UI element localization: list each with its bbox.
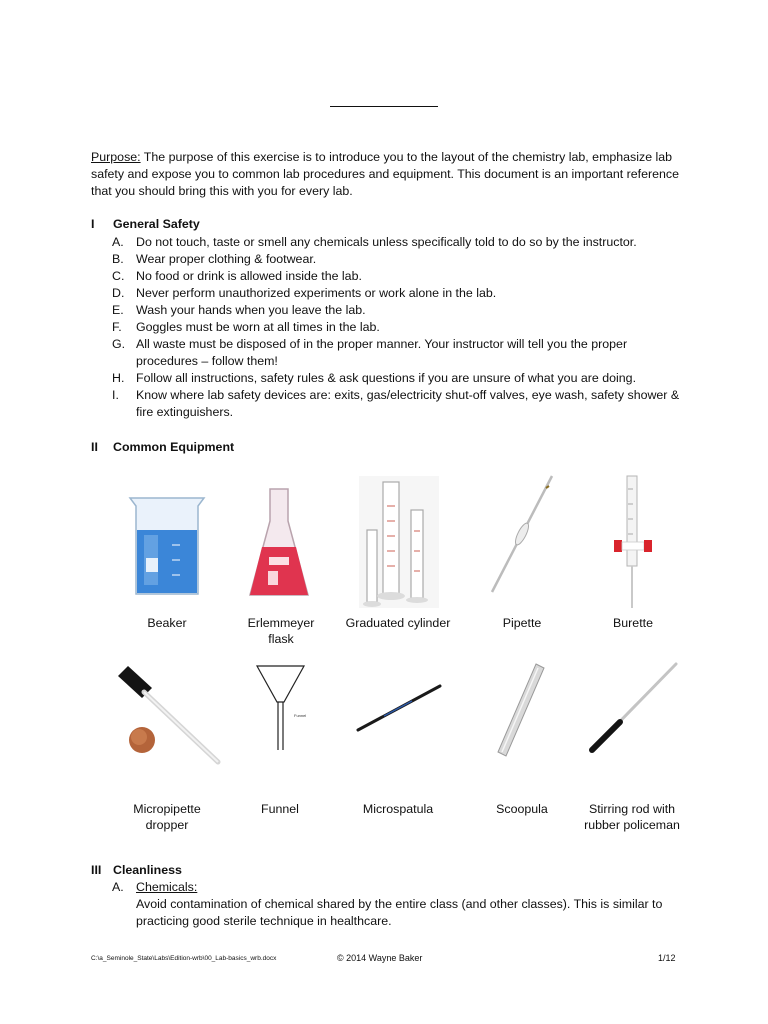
footer-page-number: 1/12 [658, 953, 676, 963]
section-title: Cleanliness [113, 863, 182, 877]
footer-file-path: C:\a_Seminole_State\Labs\Edition-wrb\00_Lab-basics_wrb.docx [91, 955, 277, 962]
section-number: III [91, 863, 102, 877]
burette-image [612, 474, 656, 610]
section-common-equipment-heading [91, 440, 234, 454]
list-item: G. All waste must be disposed of in the proper manner. Your instructor will tell you the proper procedures – follow them! [112, 337, 628, 368]
scoopula-image [494, 662, 550, 760]
list-item: I. Know where lab safety devices are: exits, gas/electricity shut-off valves, eye wash, safety shower & fire extinguishers. [112, 388, 680, 419]
graduated-cylinder-image [359, 476, 439, 608]
purpose-paragraph [91, 149, 681, 200]
section-general-safety-heading [91, 217, 200, 231]
subsection-chemicals-label: Chemicals: [136, 880, 198, 894]
list-item: C. No food or drink is allowed inside the lab. [112, 269, 362, 283]
funnel-image [254, 662, 324, 754]
list-item: H. Follow all instructions, safety rules & ask questions if you are unsure of what you are doing. [112, 371, 637, 385]
microspatula-label: Microspatula [362, 802, 434, 816]
section-title: General Safety [113, 217, 200, 231]
beaker-label: Beaker [147, 616, 187, 630]
graduated-cylinder-label: Graduated cylinder [345, 616, 451, 630]
list-item: F. Goggles must be worn at all times in the lab. [112, 320, 380, 334]
purpose-text: The purpose of this exercise is to introduce you to the layout of the chemistry lab, emphasize lab safety and expose you to common lab procedures and equipment. This document is an important reference that you should bring this with you for every lab. [91, 150, 679, 198]
list-item: B. Wear proper clothing & footwear. [112, 252, 317, 266]
micropipette-dropper-label: Micropipette dropper [133, 802, 201, 832]
funnel-label: Funnel [261, 802, 299, 816]
list-item: D. Never perform unauthorized experiments or work alone in the lab. [112, 286, 497, 300]
list-item: E. Wash your hands when you leave the lab. [112, 303, 366, 317]
section-number: I [91, 217, 95, 231]
list-item: A. Do not touch, taste or smell any chemicals unless specifically told to do so by the instructor. [112, 235, 637, 249]
scoopula-label: Scoopula [496, 802, 548, 816]
erlenmeyer-flask-image [248, 487, 310, 601]
burette-label: Burette [613, 616, 653, 630]
general-safety-list [112, 234, 682, 421]
footer-copyright: © 2014 Wayne Baker [337, 953, 423, 963]
pipette-label: Pipette [502, 616, 542, 630]
section-number: II [91, 440, 98, 454]
pipette-image [488, 474, 558, 596]
beaker-image [124, 490, 210, 600]
purpose-label: Purpose: [91, 150, 141, 164]
section-title: Common Equipment [113, 440, 235, 454]
stirring-rod-image [586, 662, 682, 754]
section-cleanliness-heading [91, 863, 182, 877]
title-blank-line [330, 106, 438, 107]
erlenmeyer-flask-label: Erlemmeyer flask [247, 616, 315, 646]
microspatula-image [354, 682, 444, 734]
stirring-rod-label: Stirring rod with rubber policeman [584, 802, 680, 832]
subsection-letter: A. [112, 880, 124, 894]
funnel-caption-text: Funnel [294, 713, 307, 718]
chemicals-paragraph: Avoid contamination of chemical shared by the entire class (and other classes). This is similar to practicing good sterile technique in healthcare. [136, 897, 663, 928]
micropipette-dropper-image [112, 662, 224, 770]
